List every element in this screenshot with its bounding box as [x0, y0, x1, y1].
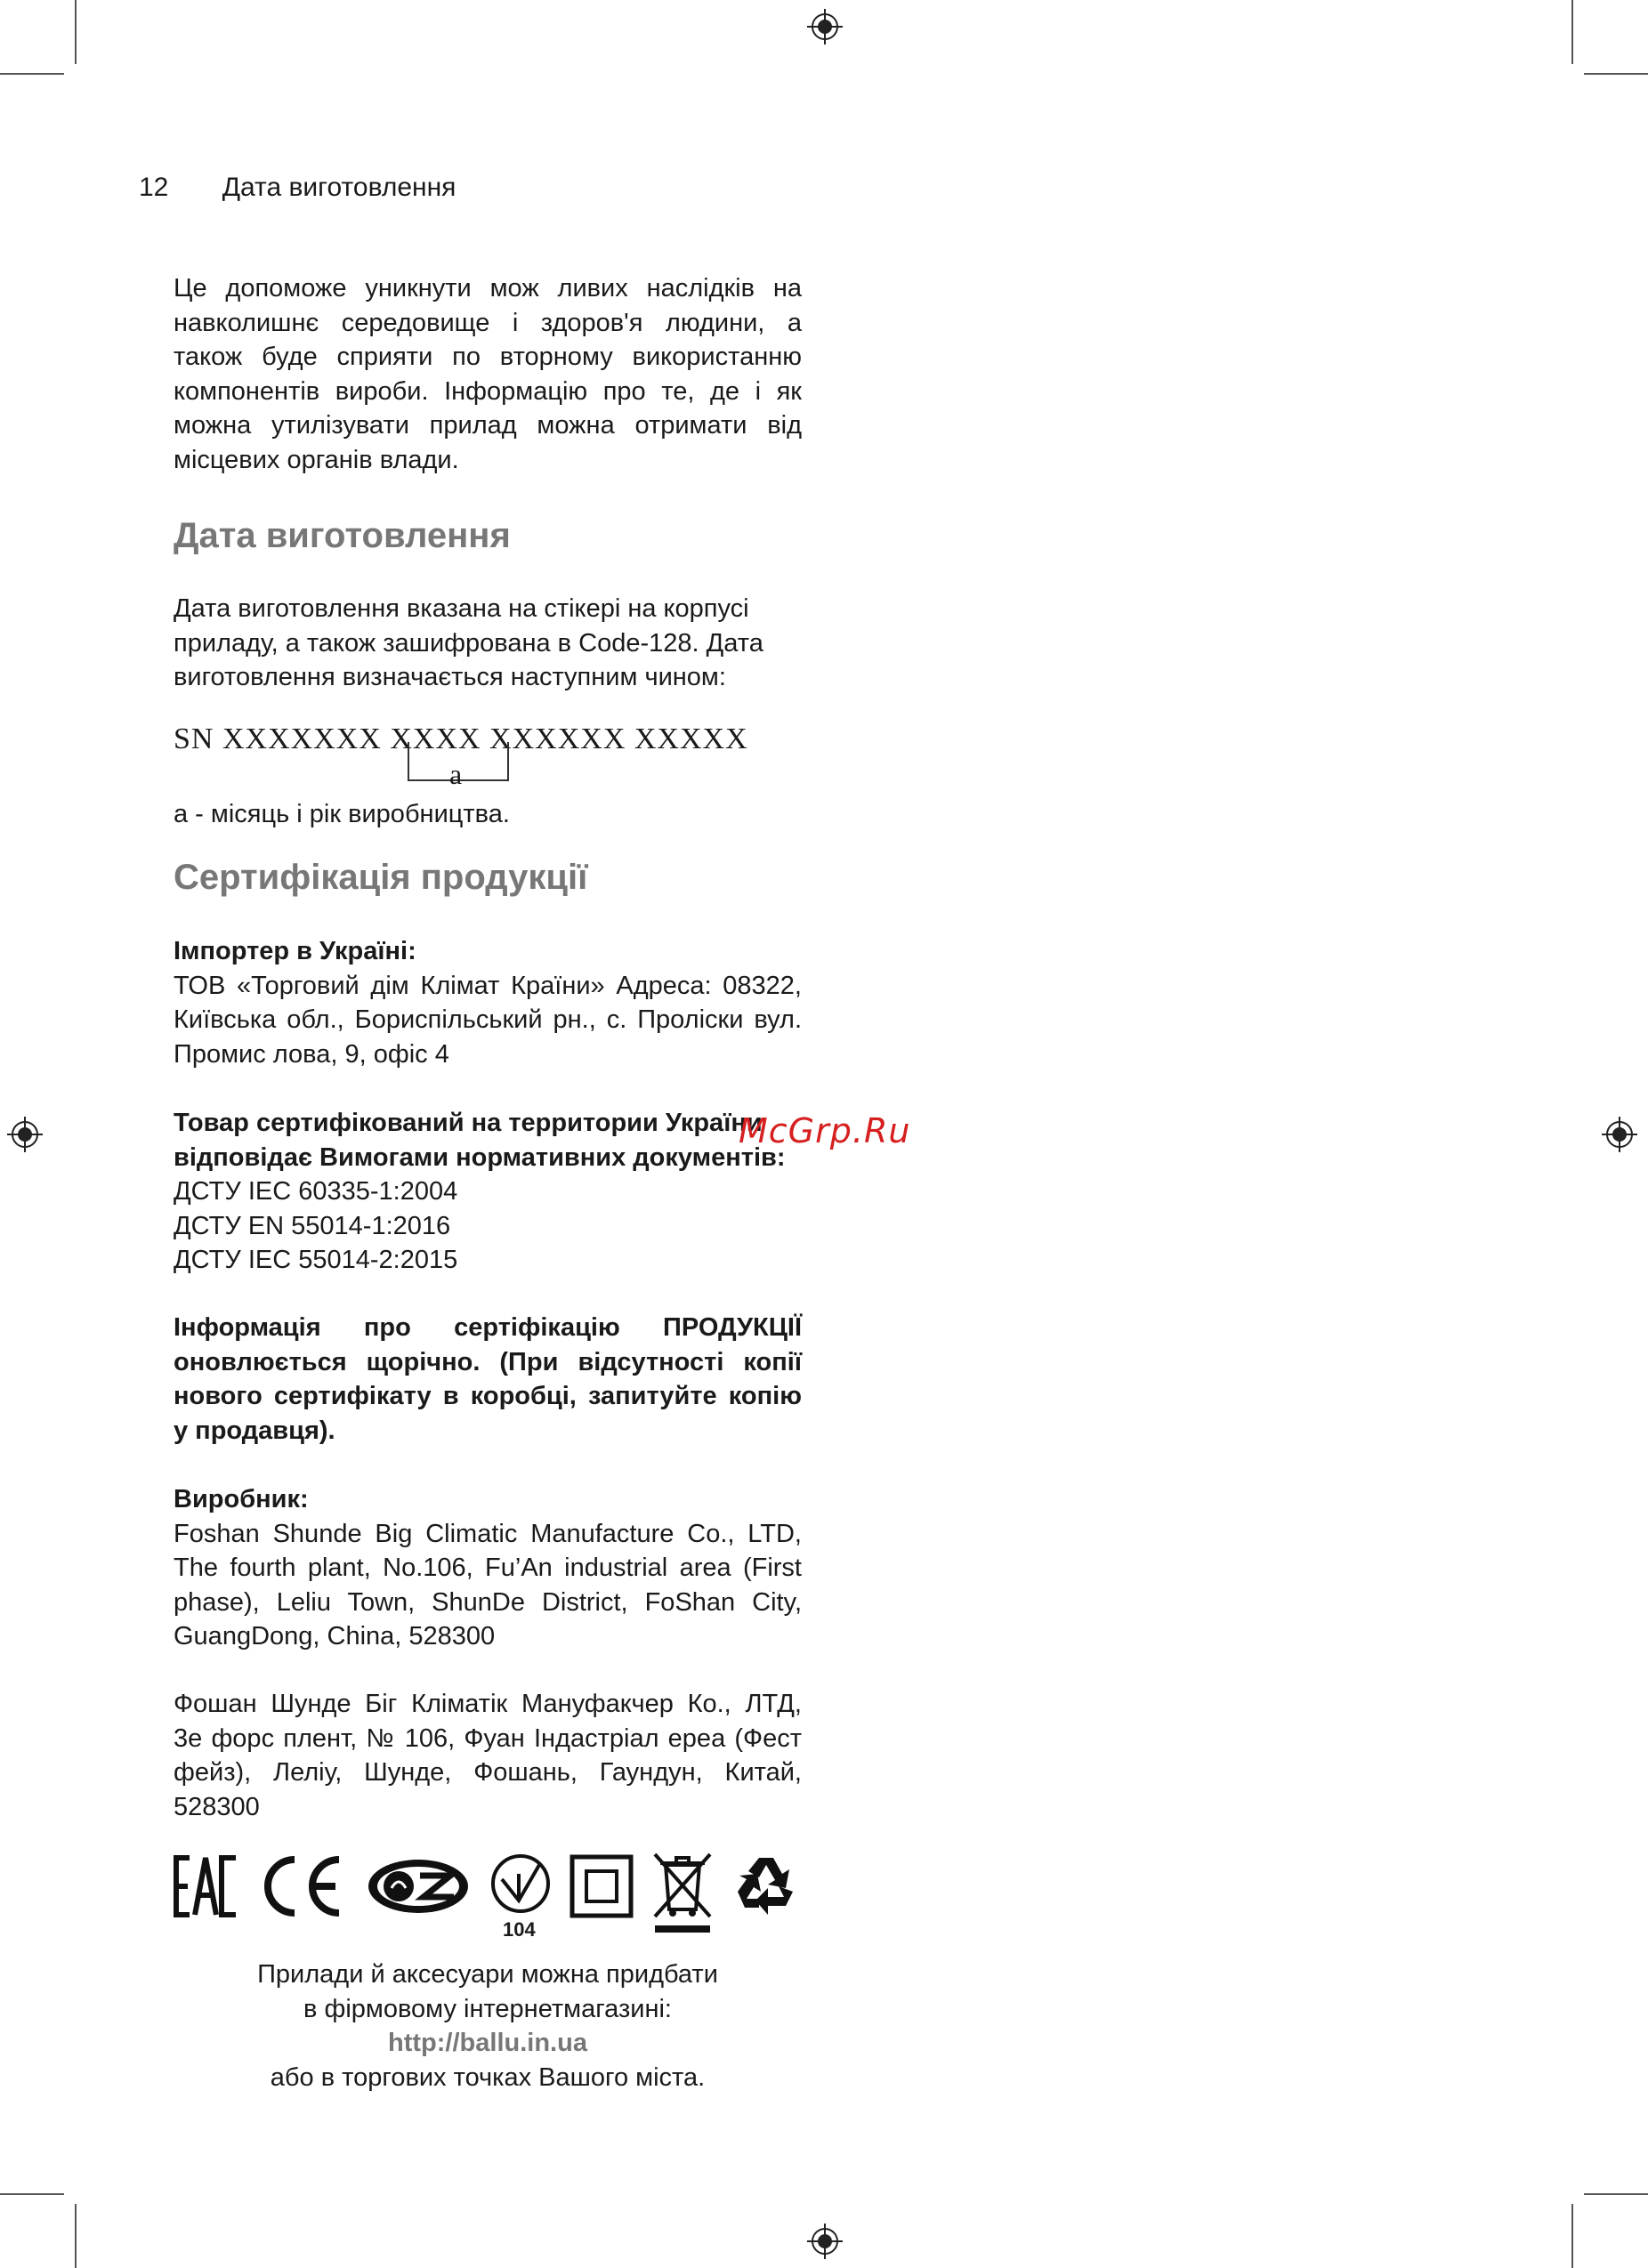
registration-mark-icon	[7, 1117, 43, 1152]
text-line: Промис лова, 9, офіс 4	[174, 1039, 449, 1069]
ua-conformity-mark-icon	[489, 1852, 552, 1915]
ua-mark-number: 104	[503, 1918, 536, 1941]
crop-mark	[1571, 0, 1573, 64]
serial-number-format: SN XXXXXXX XXXX XXXXXX XXXXX	[174, 722, 748, 755]
manufacturer-block	[174, 1482, 802, 1654]
text-line: можна утилізувати прилад можна отримати від	[174, 411, 802, 440]
text-line: ТОВ «Торговий дім Клімат Країни» Адреса: 08322,	[174, 971, 802, 1000]
text-line: Фошан Шунде Біг Кліматік Мануфакчер Ко., ЛТД,	[174, 1690, 802, 1718]
certification-marks	[174, 1847, 805, 1945]
section-heading-certification: Сертифікація продукції	[174, 858, 588, 897]
recycle-icon	[732, 1852, 800, 1917]
text-line: компонентів вироби. Інформацію про те, де і як	[174, 376, 802, 406]
serial-legend: а - місяць і рік виробництва.	[174, 800, 510, 828]
footer-block	[174, 1957, 802, 2094]
standard-item: ДСТУ IEC 60335-1:2004	[174, 1177, 458, 1206]
registration-mark-icon	[807, 9, 843, 44]
running-head	[139, 173, 456, 203]
serial-date-marker: a	[449, 758, 463, 790]
double-insulation-icon	[570, 1854, 634, 1918]
text-line: у продавця).	[174, 1416, 335, 1445]
crop-mark	[0, 73, 64, 75]
crop-mark	[75, 2204, 77, 2268]
running-title: Дата виготовлення	[222, 173, 456, 202]
st-mark-icon	[365, 1856, 472, 1917]
section-heading-date: Дата виготовлення	[174, 516, 511, 555]
shop-link[interactable]: http://ballu.in.ua	[388, 2029, 587, 2057]
text-line: phase), Leliu Town, ShunDe District, FoShan City,	[174, 1587, 802, 1617]
footer-line: в фірмовому інтернетмагазині:	[303, 1994, 672, 2023]
text-line: також буде сприяти по вторному використанню	[174, 343, 802, 371]
text-line: приладу, а також зашифрована в Code-128. Дата	[174, 628, 763, 658]
date-paragraph	[174, 592, 802, 695]
page-number: 12	[139, 173, 169, 202]
registration-mark-icon	[1602, 1117, 1637, 1152]
text-line: нового сертифікату в коробці, запитуйте копію	[174, 1382, 802, 1410]
crop-mark	[75, 0, 77, 64]
text-line: Інформація про сертіфікацію ПРОДУКЦІЇ	[174, 1313, 802, 1342]
text-line: фейз), Леліу, Шунде, Фошань, Гаундун, Китай,	[174, 1758, 802, 1787]
text-line: Київська обл., Бориспільський рн., с. Пролiски вул.	[174, 1005, 802, 1034]
text-line: навколишнє середовище і здоров'я людини, а	[174, 308, 802, 337]
text-line: 528300	[174, 1792, 260, 1821]
crop-mark	[1584, 73, 1648, 75]
importer-label: Імпортер в Україні:	[174, 937, 416, 965]
text-line: Дата виготовлення вказана на стікері на корпусі	[174, 594, 749, 623]
crop-mark	[1584, 2193, 1648, 2195]
text-line: Товар сертифікований на территории України	[174, 1109, 763, 1137]
ce-mark-icon	[255, 1854, 344, 1918]
intro-paragraph	[174, 271, 802, 477]
crop-mark	[1571, 2204, 1573, 2268]
text-line: GuangDong, China, 528300	[174, 1622, 496, 1651]
importer-block	[174, 934, 802, 1071]
text-line: Foshan Shunde Big Climatic Manufacture Co., LTD,	[174, 1519, 802, 1548]
manufacturer-ua-block	[174, 1687, 802, 1824]
text-line: The fourth plant, No.106, Fu’An industrial area (First	[174, 1554, 802, 1582]
registration-mark-icon	[807, 2224, 843, 2259]
manufacturer-label: Виробник:	[174, 1485, 309, 1513]
certificate-info-block	[174, 1311, 802, 1448]
footer-line: Прилади й аксесуари можна придбати	[257, 1960, 718, 1989]
text-line: 3е форс плент, № 106, Фуан Індастріал ереа (Фест	[174, 1723, 802, 1753]
text-line: місцевих органів влади.	[174, 445, 459, 474]
watermark: McGrp.Ru	[739, 1111, 911, 1150]
footer-line: або в торгових точках Вашого міста.	[270, 2062, 706, 2092]
text-line: оновлюється щорічно. (При відсутності копії	[174, 1347, 802, 1376]
eac-mark-icon	[174, 1854, 238, 1918]
crossed-bin-icon	[651, 1849, 714, 1938]
text-line: виготовлення визначається наступним чином:	[174, 663, 726, 691]
text-line: Це допоможе уникнути мож ливих наслідків на	[174, 274, 802, 303]
text-line: відповідає Вимогами нормативних документів:	[174, 1142, 786, 1172]
certified-block	[174, 1106, 802, 1278]
crop-mark	[0, 2193, 64, 2195]
standard-item: ДСТУ IEC 55014-2:2015	[174, 1246, 458, 1274]
standard-item: ДСТУ EN 55014-1:2016	[174, 1211, 451, 1240]
